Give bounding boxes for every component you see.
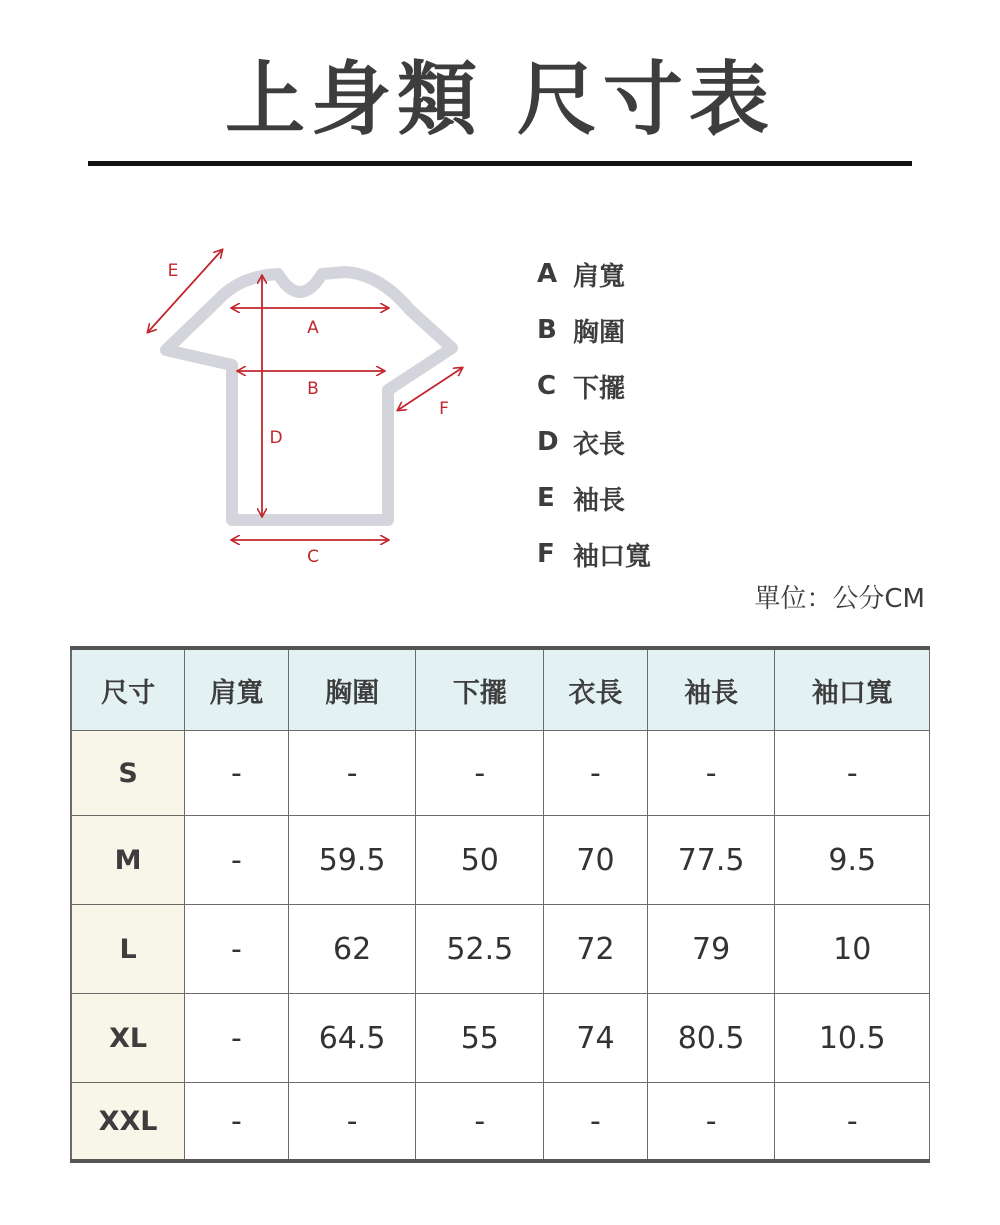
- legend-item-d: [537, 414, 651, 470]
- legend-item-e: [537, 470, 651, 526]
- measurement-legend: [537, 246, 651, 582]
- table-cell: -: [775, 1083, 930, 1162]
- size-cell: XL: [71, 994, 185, 1083]
- legend-letter: D: [537, 427, 559, 457]
- table-cell: -: [647, 731, 775, 816]
- size-cell: L: [71, 905, 185, 994]
- header-size: 尺寸: [71, 648, 185, 731]
- legend-letter: B: [537, 315, 557, 345]
- size-cell: M: [71, 816, 185, 905]
- table-cell: 10.5: [775, 994, 930, 1083]
- legend-item-b: [537, 302, 651, 358]
- legend-letter: A: [537, 259, 558, 289]
- table-cell: 50: [416, 816, 544, 905]
- table-cell: 74: [544, 994, 648, 1083]
- table-row: [71, 731, 930, 816]
- diagram-label-f: F: [439, 399, 449, 419]
- legend-item-a: [537, 246, 651, 302]
- table-cell: 70: [544, 816, 648, 905]
- table-row: [71, 994, 930, 1083]
- legend-text: 袖口寬: [573, 541, 652, 572]
- table-row: [71, 816, 930, 905]
- table-cell: -: [416, 731, 544, 816]
- header-cuff-width: 袖口寬: [775, 648, 930, 731]
- legend-letter: C: [537, 371, 557, 401]
- page-title: 上身類 尺寸表: [225, 53, 775, 146]
- size-cell: S: [71, 731, 185, 816]
- legend-text: 袖長: [573, 485, 626, 516]
- table-cell: 59.5: [288, 816, 416, 905]
- arrow-e: [148, 250, 222, 332]
- diagram-label-b: B: [307, 379, 319, 399]
- table-cell: 80.5: [647, 994, 775, 1083]
- table-cell: -: [647, 1083, 775, 1162]
- table-cell: -: [185, 816, 289, 905]
- table-cell: -: [544, 731, 648, 816]
- legend-item-c: [537, 358, 651, 414]
- diagram-label-d: D: [269, 428, 283, 448]
- legend-text: 衣長: [573, 429, 626, 460]
- table-cell: -: [288, 1083, 416, 1162]
- table-row: [71, 905, 930, 994]
- table-cell: 77.5: [647, 816, 775, 905]
- legend-text: 下擺: [573, 373, 626, 404]
- table-cell: 64.5: [288, 994, 416, 1083]
- table-cell: 62: [288, 905, 416, 994]
- size-chart-table: [70, 646, 930, 1163]
- table-header-row: [71, 648, 930, 731]
- table-cell: 72: [544, 905, 648, 994]
- header-sleeve-length: 袖長: [647, 648, 775, 731]
- table-cell: -: [544, 1083, 648, 1162]
- table-cell: -: [185, 1083, 289, 1162]
- table-cell: -: [775, 731, 930, 816]
- legend-letter: F: [537, 539, 555, 569]
- table-cell: -: [185, 731, 289, 816]
- table-cell: 79: [647, 905, 775, 994]
- diagram-label-c: C: [307, 547, 319, 567]
- table-cell: 55: [416, 994, 544, 1083]
- table-cell: -: [416, 1083, 544, 1162]
- header-hem: 下擺: [416, 648, 544, 731]
- table-cell: -: [185, 905, 289, 994]
- tshirt-measurement-diagram: [140, 240, 470, 570]
- legend-letter: E: [537, 483, 555, 513]
- header-length: 衣長: [544, 648, 648, 731]
- unit-label: 單位：公分CM: [754, 584, 925, 614]
- legend-text: 胸圍: [573, 317, 626, 348]
- legend-text: 肩寬: [573, 261, 626, 292]
- legend-item-f: [537, 526, 651, 582]
- table-cell: -: [185, 994, 289, 1083]
- header-chest: 胸圍: [288, 648, 416, 731]
- table-cell: 52.5: [416, 905, 544, 994]
- diagram-label-a: A: [307, 318, 319, 338]
- table-cell: -: [288, 731, 416, 816]
- table-cell: 10: [775, 905, 930, 994]
- size-cell: XXL: [71, 1083, 185, 1162]
- table-row: [71, 1083, 930, 1162]
- header-shoulder: 肩寬: [185, 648, 289, 731]
- diagram-label-e: E: [167, 261, 179, 281]
- title-divider: [88, 161, 912, 166]
- table-cell: 9.5: [775, 816, 930, 905]
